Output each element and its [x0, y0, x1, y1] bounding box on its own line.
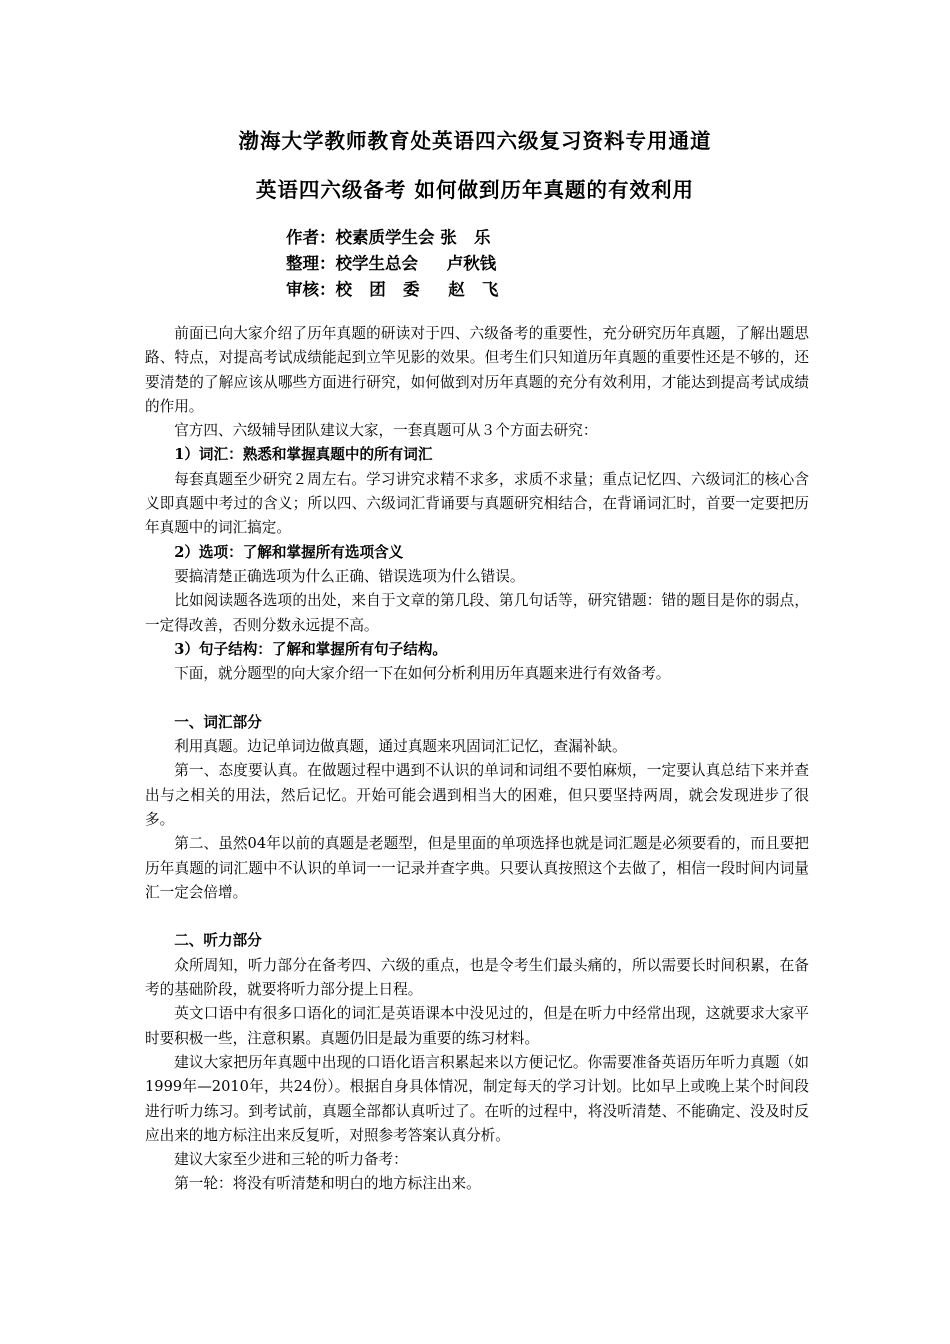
paragraph: 前面已向大家介绍了历年真题的研读对于四、六级备考的重要性，充分研究历年真题，了解出题思路、特点，对提高考试成绩能起到立竿见影的效果。但考生们只知道历年真题的重要性还是不够的，还要清楚的了解应该从哪些方面进行研究，如何做到对历年真题的充分有效利用，才能达到提高考试成绩的作用。 — [145, 325, 809, 415]
paragraph: 第一轮：将没有听清楚和明白的地方标注出来。 — [174, 1175, 481, 1193]
blank-line — [145, 905, 809, 929]
paragraph: 第二、虽然04年以前的真题是老题型，但是里面的单项选择也就是词汇题是必须要看的，而且要把历年真题的词汇题中不认识的单词一一记录并查字典。只要认真按照这个去做了，相信一段时间内词量汇一定会倍增。 — [145, 835, 809, 901]
paragraph: 建议大家把历年真题中出现的口语化语言积累起来以方便记忆。你需要准备英语历年听力真题（如1999年—2010年，共24份）。根据自身具体情况，制定每天的学习计划。比如早上或晚上某个时间段进行听力练习。到考试前，真题全部都认真听过了。在听的过程中，将没听清楚、不能确定、没及时反应出来的地方标注出来反复听，对照参考答案认真分析。 — [145, 1053, 809, 1144]
paragraph: 第一、态度要认真。在做题过程中遇到不认识的单词和词组不要怕麻烦，一定要认真总结下来并查出与之相关的用法，然后记忆。开始可能会遇到相当大的困难，但只要坚持两周，就会发现进步了很多。 — [145, 762, 809, 828]
document-body — [145, 322, 809, 1197]
section-heading: 1）词汇：熟悉和掌握真题中的所有词汇 — [174, 446, 433, 464]
page-title: 渤海大学教师教育处英语四六级复习资料专用通道 — [238, 129, 712, 153]
page-subtitle: 英语四六级备考 如何做到历年真题的有效利用 — [255, 178, 695, 202]
paragraph: 众所周知，听力部分在备考四、六级的重点，也是令考生们最头痛的，所以需要长时间积累，在备考的基础阶段，就要将听力部分提上日程。 — [145, 956, 809, 999]
paragraph: 每套真题至少研究２周左右。学习讲究求精不求多，求质不求量；重点记忆四、六级词汇的核心含义即真题中考过的含义；所以四、六级词汇背诵要与真题研究相结合，在背诵词汇时，首要一定要把历年真题中的词汇搞定。 — [145, 470, 809, 537]
section-heading: 一、词汇部分 — [174, 713, 262, 731]
paragraph: 建议大家至少进和三轮的听力备考： — [174, 1151, 408, 1169]
section-heading: 二、听力部分 — [174, 932, 262, 950]
blank-line — [145, 686, 809, 710]
paragraph: 下面，就分题型的向大家介绍一下在如何分析利用历年真题来进行有效备考。 — [174, 665, 671, 683]
paragraph: 比如阅读题各选项的出处，来自于文章的第几段、第几句话等，研究错题：错的题目是你的弱点，一定得改善，否则分数永远提不高。 — [145, 592, 809, 634]
credit-author: 作者：校素质学生会 张 乐 — [286, 228, 491, 247]
paragraph: 官方四、六级辅导团队建议大家，一套真题可从３个方面去研究： — [174, 422, 598, 440]
section-heading: 3）句子结构：了解和掌握所有句子结构。 — [174, 640, 448, 658]
paragraph: 要搞清楚正确选项为什么正确、错误选项为什么错误。 — [174, 567, 525, 585]
paragraph: 利用真题。边记单词边做真题，通过真题来巩固词汇记忆，查漏补缺。 — [174, 738, 627, 756]
credits-block — [286, 225, 498, 303]
section-heading: 2）选项：了解和掌握所有选项含义 — [174, 543, 404, 561]
credit-editor: 整理：校学生总会 卢秋钱 — [286, 254, 497, 273]
credit-reviewer: 审核：校 团 委 赵 飞 — [286, 280, 499, 299]
paragraph: 英文口语中有很多口语化的词汇是英语课本中没见过的，但是在听力中经常出现，这就要求大家平时要积极一些，注意积累。真题仍旧是最为重要的练习材料。 — [145, 1005, 809, 1047]
